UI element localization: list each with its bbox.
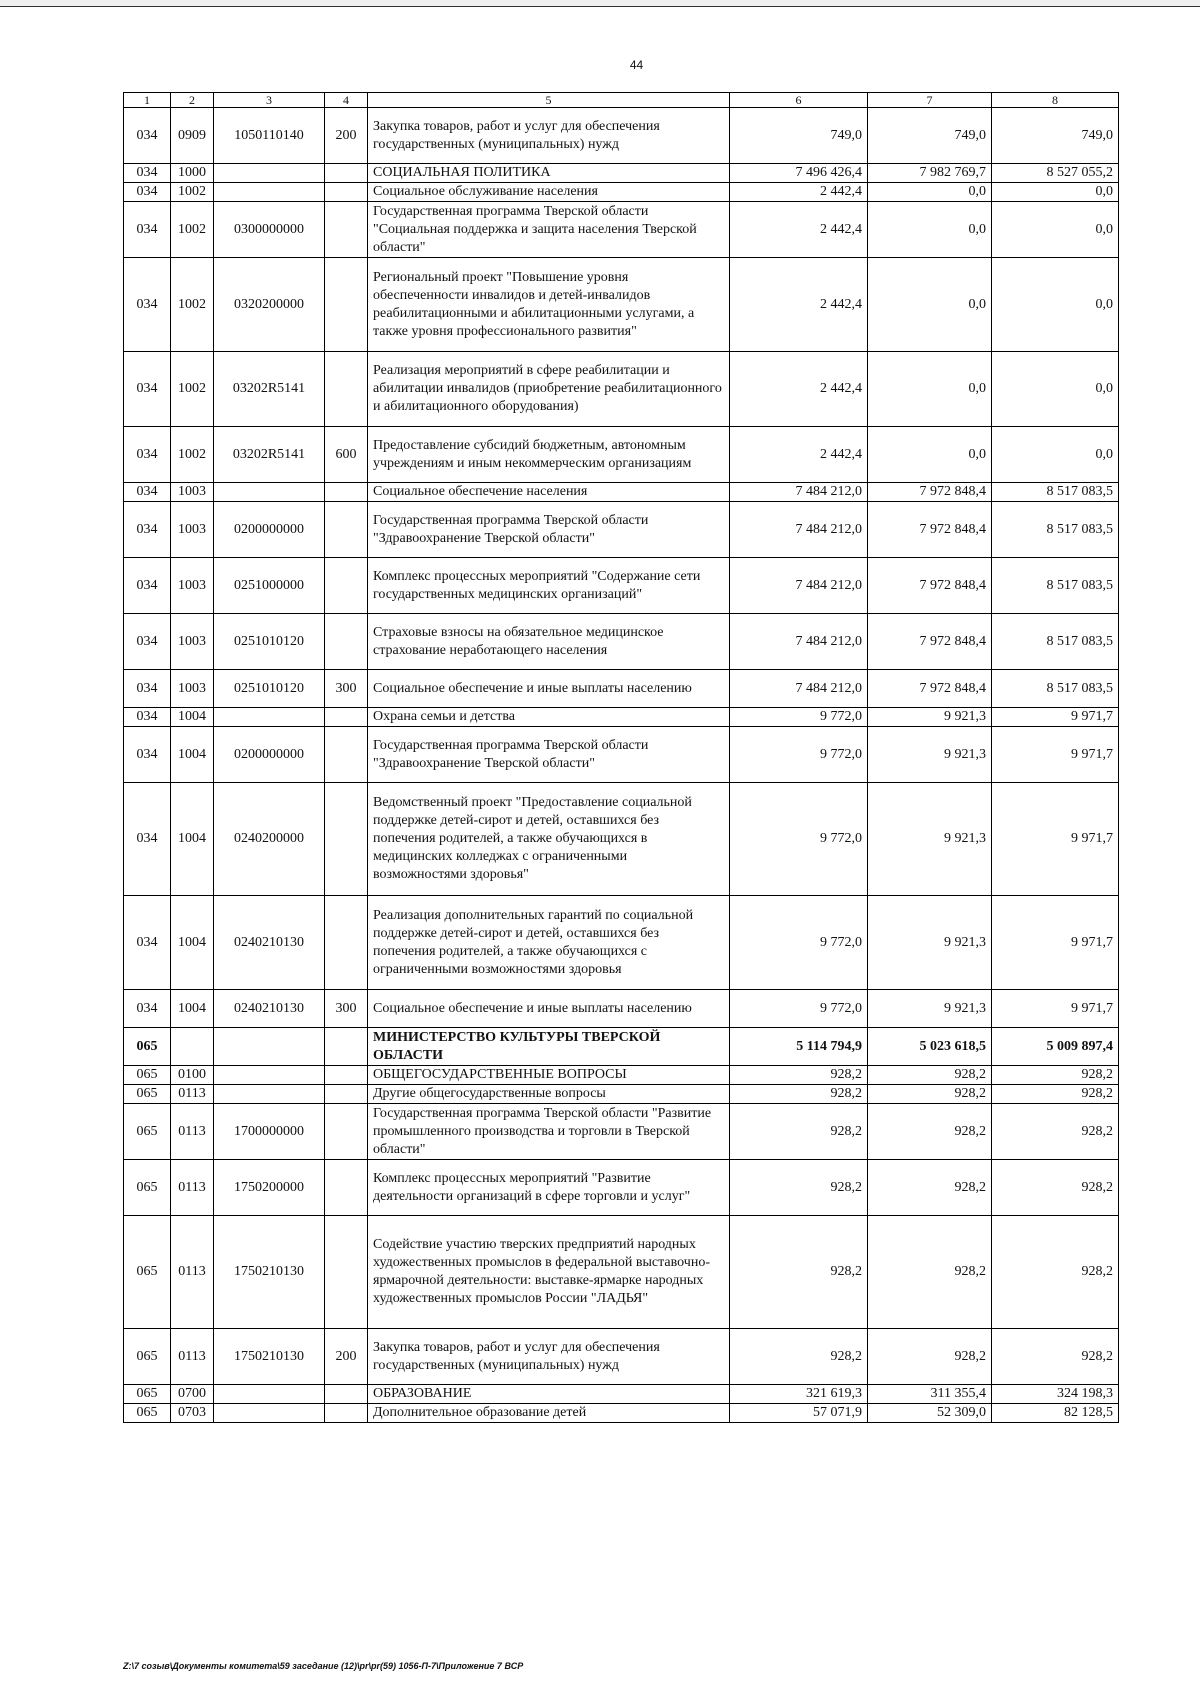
cell-col-2: 1002 <box>171 183 214 202</box>
cell-col-4 <box>325 164 368 183</box>
cell-col-1: 065 <box>124 1104 171 1160</box>
cell-col-1: 034 <box>124 670 171 708</box>
cell-col-7: 9 921,3 <box>868 783 992 896</box>
cell-col-5: Закупка товаров, работ и услуг для обеспечения государственных (муниципальных) нужд <box>368 108 730 164</box>
cell-col-5: Другие общегосударственные вопросы <box>368 1085 730 1104</box>
cell-col-8: 9 971,7 <box>992 783 1119 896</box>
cell-col-2: 1004 <box>171 727 214 783</box>
cell-col-1: 065 <box>124 1385 171 1404</box>
cell-col-2: 1004 <box>171 708 214 727</box>
cell-col-4: 300 <box>325 990 368 1028</box>
cell-col-7: 7 972 848,4 <box>868 483 992 502</box>
cell-col-8: 0,0 <box>992 427 1119 483</box>
cell-col-8: 8 517 083,5 <box>992 502 1119 558</box>
cell-col-7: 0,0 <box>868 258 992 352</box>
cell-col-8: 928,2 <box>992 1085 1119 1104</box>
cell-col-6: 928,2 <box>730 1329 868 1385</box>
cell-col-2: 0703 <box>171 1404 214 1423</box>
cell-col-6: 2 442,4 <box>730 258 868 352</box>
cell-col-5: Реализация мероприятий в сфере реабилитации и абилитации инвалидов (приобретение реабилитационного и абилитационного оборудования) <box>368 352 730 427</box>
cell-col-4: 200 <box>325 108 368 164</box>
table-row <box>124 202 1119 258</box>
cell-col-7: 9 921,3 <box>868 708 992 727</box>
cell-col-6: 928,2 <box>730 1066 868 1085</box>
cell-col-5: Комплекс процессных мероприятий "Содержание сети государственных медицинских организаций" <box>368 558 730 614</box>
cell-col-6: 9 772,0 <box>730 896 868 990</box>
cell-col-6: 749,0 <box>730 108 868 164</box>
cell-col-6: 321 619,3 <box>730 1385 868 1404</box>
table-row <box>124 427 1119 483</box>
cell-col-3: 0251010120 <box>214 614 325 670</box>
cell-col-5: Предоставление субсидий бюджетным, автономным учреждениям и иным некоммерческим организациям <box>368 427 730 483</box>
cell-col-8: 82 128,5 <box>992 1404 1119 1423</box>
cell-col-4 <box>325 202 368 258</box>
cell-col-7: 928,2 <box>868 1329 992 1385</box>
cell-col-2: 1003 <box>171 670 214 708</box>
cell-col-5: Комплекс процессных мероприятий "Развитие деятельности организаций в сфере торговли и услуг" <box>368 1160 730 1216</box>
cell-col-7: 9 921,3 <box>868 896 992 990</box>
cell-col-6: 928,2 <box>730 1216 868 1329</box>
cell-col-6: 9 772,0 <box>730 727 868 783</box>
cell-col-6: 2 442,4 <box>730 202 868 258</box>
cell-col-1: 065 <box>124 1329 171 1385</box>
page-number: 44 <box>629 58 644 72</box>
cell-col-6: 928,2 <box>730 1085 868 1104</box>
cell-col-7: 928,2 <box>868 1066 992 1085</box>
cell-col-6: 7 484 212,0 <box>730 502 868 558</box>
cell-col-2: 0113 <box>171 1216 214 1329</box>
cell-col-6: 7 484 212,0 <box>730 558 868 614</box>
cell-col-6: 9 772,0 <box>730 990 868 1028</box>
cell-col-2: 0700 <box>171 1385 214 1404</box>
cell-col-1: 034 <box>124 427 171 483</box>
cell-col-6: 7 484 212,0 <box>730 483 868 502</box>
table-row <box>124 614 1119 670</box>
table-row <box>124 1329 1119 1385</box>
cell-col-6: 7 484 212,0 <box>730 614 868 670</box>
table-row <box>124 1404 1119 1423</box>
cell-col-1: 034 <box>124 558 171 614</box>
cell-col-8: 928,2 <box>992 1104 1119 1160</box>
cell-col-1: 065 <box>124 1066 171 1085</box>
cell-col-1: 034 <box>124 708 171 727</box>
cell-col-6: 2 442,4 <box>730 183 868 202</box>
cell-col-5: СОЦИАЛЬНАЯ ПОЛИТИКА <box>368 164 730 183</box>
cell-col-3 <box>214 483 325 502</box>
budget-table <box>123 92 1119 1423</box>
cell-col-8: 928,2 <box>992 1329 1119 1385</box>
cell-col-3: 0200000000 <box>214 727 325 783</box>
table-row <box>124 1385 1119 1404</box>
cell-col-8: 0,0 <box>992 183 1119 202</box>
cell-col-2: 1003 <box>171 502 214 558</box>
cell-col-3: 0251000000 <box>214 558 325 614</box>
table-row <box>124 708 1119 727</box>
cell-col-8: 928,2 <box>992 1216 1119 1329</box>
cell-col-4: 300 <box>325 670 368 708</box>
cell-col-3: 03202R5141 <box>214 352 325 427</box>
cell-col-4 <box>325 483 368 502</box>
cell-col-5: Социальное обеспечение и иные выплаты населению <box>368 990 730 1028</box>
cell-col-2 <box>171 1028 214 1066</box>
cell-col-7: 311 355,4 <box>868 1385 992 1404</box>
cell-col-5: Ведомственный проект "Предоставление социальной поддержке детей-сирот и детей, оставшихся без попечения родителей, а также обучающихся в медицинских колледжах с ограниченными возможностями здоровья" <box>368 783 730 896</box>
cell-col-2: 1003 <box>171 558 214 614</box>
cell-col-2: 0909 <box>171 108 214 164</box>
cell-col-4 <box>325 783 368 896</box>
cell-col-5: Социальное обслуживание населения <box>368 183 730 202</box>
cell-col-1: 034 <box>124 783 171 896</box>
cell-col-1: 034 <box>124 108 171 164</box>
cell-col-5: Охрана семьи и детства <box>368 708 730 727</box>
cell-col-7: 0,0 <box>868 427 992 483</box>
cell-col-8: 9 971,7 <box>992 896 1119 990</box>
cell-col-7: 7 972 848,4 <box>868 670 992 708</box>
table-row <box>124 990 1119 1028</box>
cell-col-2: 1003 <box>171 483 214 502</box>
cell-col-3 <box>214 1404 325 1423</box>
cell-col-8: 8 517 083,5 <box>992 483 1119 502</box>
cell-col-4 <box>325 1028 368 1066</box>
cell-col-1: 034 <box>124 727 171 783</box>
table-row <box>124 483 1119 502</box>
table-row <box>124 1028 1119 1066</box>
cell-col-5: Социальное обеспечение населения <box>368 483 730 502</box>
cell-col-2: 1002 <box>171 427 214 483</box>
cell-col-6: 2 442,4 <box>730 427 868 483</box>
column-header: 4 <box>325 93 368 108</box>
cell-col-3 <box>214 164 325 183</box>
cell-col-2: 1000 <box>171 164 214 183</box>
cell-col-4 <box>325 708 368 727</box>
cell-col-8: 324 198,3 <box>992 1385 1119 1404</box>
cell-col-8: 8 517 083,5 <box>992 670 1119 708</box>
cell-col-7: 928,2 <box>868 1085 992 1104</box>
table-row <box>124 183 1119 202</box>
cell-col-6: 928,2 <box>730 1104 868 1160</box>
cell-col-8: 0,0 <box>992 202 1119 258</box>
table-row <box>124 258 1119 352</box>
cell-col-1: 034 <box>124 258 171 352</box>
table-row <box>124 1160 1119 1216</box>
cell-col-8: 5 009 897,4 <box>992 1028 1119 1066</box>
column-header: 7 <box>868 93 992 108</box>
table-row <box>124 783 1119 896</box>
cell-col-5: Региональный проект "Повышение уровня обеспеченности инвалидов и детей-инвалидов реабилитационными и абилитационными услугами, а также уровня профессионального развития" <box>368 258 730 352</box>
cell-col-2: 0113 <box>171 1160 214 1216</box>
cell-col-4: 600 <box>325 427 368 483</box>
cell-col-1: 034 <box>124 183 171 202</box>
cell-col-6: 9 772,0 <box>730 708 868 727</box>
cell-col-2: 0113 <box>171 1104 214 1160</box>
cell-col-1: 034 <box>124 202 171 258</box>
cell-col-5: Закупка товаров, работ и услуг для обеспечения государственных (муниципальных) нужд <box>368 1329 730 1385</box>
cell-col-6: 5 114 794,9 <box>730 1028 868 1066</box>
cell-col-3: 0300000000 <box>214 202 325 258</box>
cell-col-1: 065 <box>124 1028 171 1066</box>
cell-col-3: 0200000000 <box>214 502 325 558</box>
cell-col-8: 928,2 <box>992 1066 1119 1085</box>
cell-col-8: 0,0 <box>992 258 1119 352</box>
table-row <box>124 727 1119 783</box>
cell-col-1: 034 <box>124 483 171 502</box>
cell-col-6: 2 442,4 <box>730 352 868 427</box>
cell-col-4 <box>325 1216 368 1329</box>
cell-col-8: 0,0 <box>992 352 1119 427</box>
cell-col-3 <box>214 1385 325 1404</box>
cell-col-3: 1750210130 <box>214 1329 325 1385</box>
cell-col-5: ОБРАЗОВАНИЕ <box>368 1385 730 1404</box>
cell-col-3: 03202R5141 <box>214 427 325 483</box>
cell-col-5: Государственная программа Тверской области "Здравоохранение Тверской области" <box>368 502 730 558</box>
cell-col-4 <box>325 502 368 558</box>
table-row <box>124 558 1119 614</box>
cell-col-8: 749,0 <box>992 108 1119 164</box>
cell-col-4 <box>325 614 368 670</box>
file-path-footer: Z:\7 созыв\Документы комитета\59 заседание (12)\pr\pr(59) 1056-П-7\Приложение 7 ВСР <box>123 1661 524 1671</box>
cell-col-3 <box>214 1085 325 1104</box>
cell-col-2: 1004 <box>171 990 214 1028</box>
cell-col-2: 1004 <box>171 783 214 896</box>
cell-col-5: МИНИСТЕРСТВО КУЛЬТУРЫ ТВЕРСКОЙ ОБЛАСТИ <box>368 1028 730 1066</box>
cell-col-7: 9 921,3 <box>868 990 992 1028</box>
cell-col-4: 200 <box>325 1329 368 1385</box>
table-row <box>124 1104 1119 1160</box>
cell-col-5: Реализация дополнительных гарантий по социальной поддержке детей-сирот и детей, оставшихся без попечения родителей, а также обучающихся с ограниченными возможностями здоровья <box>368 896 730 990</box>
cell-col-3: 1050110140 <box>214 108 325 164</box>
cell-col-7: 0,0 <box>868 352 992 427</box>
cell-col-1: 034 <box>124 352 171 427</box>
table-row <box>124 352 1119 427</box>
cell-col-8: 8 517 083,5 <box>992 558 1119 614</box>
cell-col-7: 928,2 <box>868 1160 992 1216</box>
cell-col-6: 7 496 426,4 <box>730 164 868 183</box>
cell-col-8: 928,2 <box>992 1160 1119 1216</box>
cell-col-3: 1750200000 <box>214 1160 325 1216</box>
table-row <box>124 502 1119 558</box>
cell-col-6: 9 772,0 <box>730 783 868 896</box>
cell-col-7: 52 309,0 <box>868 1404 992 1423</box>
cell-col-3 <box>214 1066 325 1085</box>
column-header: 6 <box>730 93 868 108</box>
cell-col-7: 5 023 618,5 <box>868 1028 992 1066</box>
cell-col-3 <box>214 183 325 202</box>
cell-col-5: Страховые взносы на обязательное медицинское страхование неработающего населения <box>368 614 730 670</box>
cell-col-2: 1002 <box>171 202 214 258</box>
cell-col-4 <box>325 183 368 202</box>
cell-col-7: 7 982 769,7 <box>868 164 992 183</box>
cell-col-4 <box>325 1085 368 1104</box>
cell-col-7: 0,0 <box>868 183 992 202</box>
table-row <box>124 670 1119 708</box>
cell-col-4 <box>325 1104 368 1160</box>
cell-col-1: 065 <box>124 1216 171 1329</box>
cell-col-5: Социальное обеспечение и иные выплаты населению <box>368 670 730 708</box>
cell-col-1: 034 <box>124 896 171 990</box>
cell-col-2: 1003 <box>171 614 214 670</box>
cell-col-7: 928,2 <box>868 1104 992 1160</box>
cell-col-5: Содействие участию тверских предприятий народных художественных промыслов в федеральной выставочно-ярмарочной деятельности: выставке-ярмарке народных художественных промыслов России "ЛАДЬЯ" <box>368 1216 730 1329</box>
column-header: 1 <box>124 93 171 108</box>
cell-col-3 <box>214 708 325 727</box>
cell-col-1: 034 <box>124 164 171 183</box>
cell-col-2: 0100 <box>171 1066 214 1085</box>
cell-col-2: 0113 <box>171 1329 214 1385</box>
cell-col-4 <box>325 1385 368 1404</box>
table-row <box>124 164 1119 183</box>
cell-col-5: ОБЩЕГОСУДАРСТВЕННЫЕ ВОПРОСЫ <box>368 1066 730 1085</box>
cell-col-3: 1700000000 <box>214 1104 325 1160</box>
cell-col-3: 1750210130 <box>214 1216 325 1329</box>
table-header-row <box>124 93 1119 108</box>
cell-col-3 <box>214 1028 325 1066</box>
column-header: 2 <box>171 93 214 108</box>
cell-col-1: 065 <box>124 1404 171 1423</box>
cell-col-1: 034 <box>124 990 171 1028</box>
cell-col-7: 7 972 848,4 <box>868 614 992 670</box>
cell-col-7: 7 972 848,4 <box>868 558 992 614</box>
table-row <box>124 1085 1119 1104</box>
cell-col-8: 8 517 083,5 <box>992 614 1119 670</box>
table-row <box>124 896 1119 990</box>
table-row <box>124 1066 1119 1085</box>
cell-col-5: Государственная программа Тверской области "Здравоохранение Тверской области" <box>368 727 730 783</box>
cell-col-8: 9 971,7 <box>992 727 1119 783</box>
cell-col-7: 0,0 <box>868 202 992 258</box>
cell-col-4 <box>325 258 368 352</box>
cell-col-8: 9 971,7 <box>992 990 1119 1028</box>
cell-col-3: 0320200000 <box>214 258 325 352</box>
cell-col-1: 034 <box>124 502 171 558</box>
cell-col-3: 0240200000 <box>214 783 325 896</box>
cell-col-4 <box>325 896 368 990</box>
cell-col-5: Дополнительное образование детей <box>368 1404 730 1423</box>
cell-col-7: 749,0 <box>868 108 992 164</box>
cell-col-2: 1002 <box>171 258 214 352</box>
cell-col-8: 9 971,7 <box>992 708 1119 727</box>
cell-col-3: 0240210130 <box>214 990 325 1028</box>
table-row <box>124 1216 1119 1329</box>
cell-col-5: Государственная программа Тверской области "Социальная поддержка и защита населения Тверской области" <box>368 202 730 258</box>
cell-col-4 <box>325 1066 368 1085</box>
cell-col-4 <box>325 1160 368 1216</box>
cell-col-6: 57 071,9 <box>730 1404 868 1423</box>
cell-col-2: 1002 <box>171 352 214 427</box>
cell-col-1: 065 <box>124 1160 171 1216</box>
cell-col-4 <box>325 558 368 614</box>
cell-col-1: 034 <box>124 614 171 670</box>
cell-col-4 <box>325 352 368 427</box>
cell-col-4 <box>325 1404 368 1423</box>
table-row <box>124 108 1119 164</box>
cell-col-4 <box>325 727 368 783</box>
cell-col-6: 928,2 <box>730 1160 868 1216</box>
cell-col-2: 1004 <box>171 896 214 990</box>
cell-col-8: 8 527 055,2 <box>992 164 1119 183</box>
column-header: 5 <box>368 93 730 108</box>
column-header: 8 <box>992 93 1119 108</box>
cell-col-3: 0251010120 <box>214 670 325 708</box>
cell-col-5: Государственная программа Тверской области "Развитие промышленного производства и торговли в Тверской области" <box>368 1104 730 1160</box>
column-header: 3 <box>214 93 325 108</box>
cell-col-1: 065 <box>124 1085 171 1104</box>
scan-border <box>0 0 1200 7</box>
cell-col-7: 928,2 <box>868 1216 992 1329</box>
cell-col-2: 0113 <box>171 1085 214 1104</box>
cell-col-7: 9 921,3 <box>868 727 992 783</box>
cell-col-7: 7 972 848,4 <box>868 502 992 558</box>
cell-col-3: 0240210130 <box>214 896 325 990</box>
cell-col-6: 7 484 212,0 <box>730 670 868 708</box>
